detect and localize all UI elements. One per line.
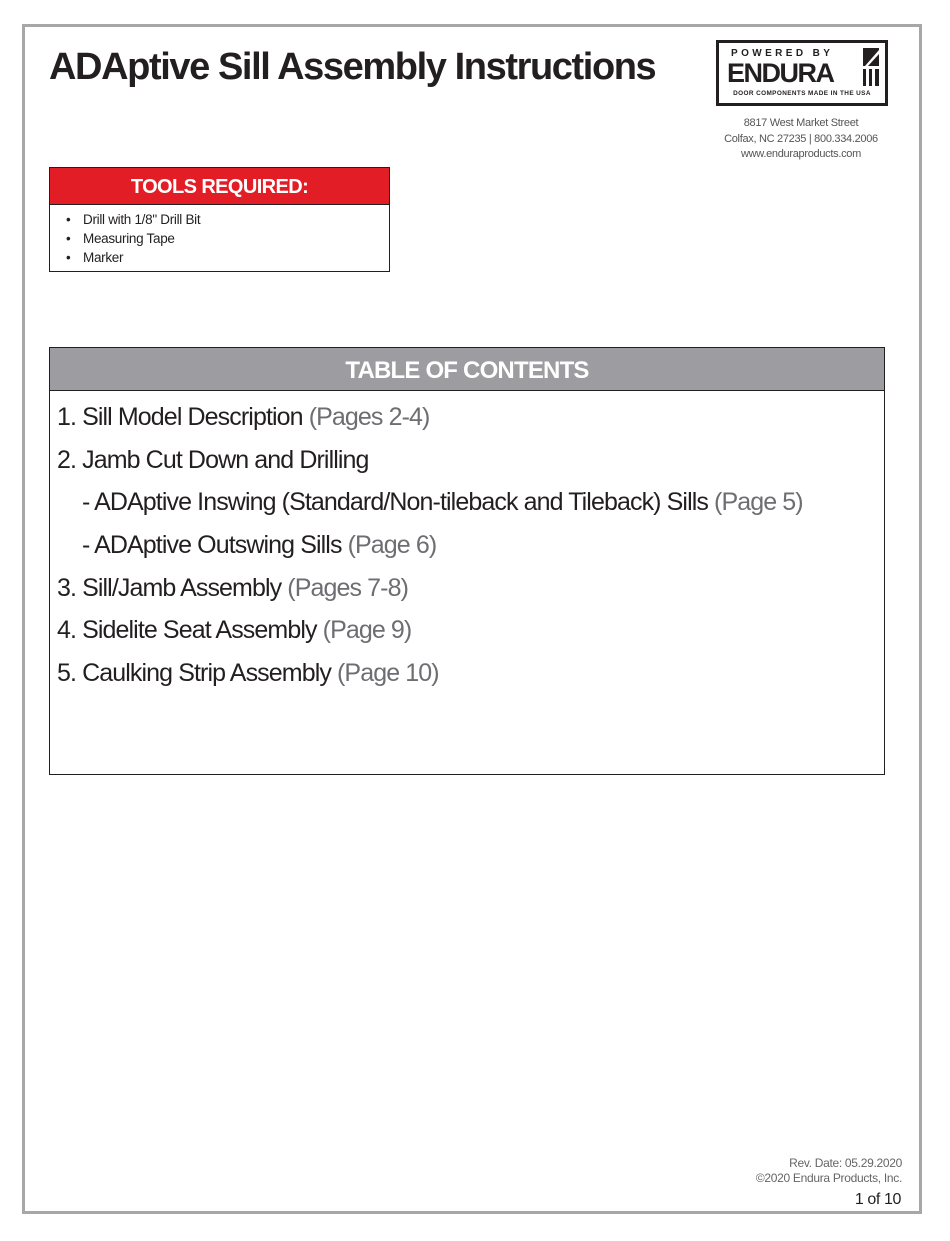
logo-tagline: DOOR COMPONENTS MADE IN THE USA	[733, 90, 871, 97]
toc-subentry	[57, 481, 884, 524]
toc-header: TABLE OF CONTENTS	[50, 348, 884, 391]
toc-entry	[57, 439, 884, 482]
tools-required-box	[49, 167, 390, 272]
tools-list	[50, 205, 389, 267]
company-address	[700, 116, 902, 163]
logo-brand-name: ENDURA	[727, 58, 834, 88]
logo-powered-by: POWERED BY	[731, 48, 834, 59]
toc-list	[50, 391, 884, 695]
toc-entry-label: 5. Caulking Strip Assembly	[57, 659, 331, 688]
toc-entry-label: 1. Sill Model Description	[57, 403, 303, 431]
toc-entry-label: 2. Jamb Cut Down and Drilling	[57, 445, 369, 474]
toc-entry-pages: (Pages 7-8)	[287, 573, 409, 602]
toc-entry-pages: (Page 10)	[337, 659, 439, 688]
toc-entry-label: - ADAptive Outswing Sills	[82, 531, 342, 560]
toc-entry-label: - ADAptive Inswing (Standard/Non-tileback and Tileback) Sills	[82, 488, 708, 517]
toc-entry-label: 3. Sill/Jamb Assembly	[57, 573, 282, 602]
tool-item: • Drill with 1/8" Drill Bit	[66, 210, 389, 229]
toc-entry-pages: (Page 6)	[347, 531, 437, 560]
footer-info	[756, 1156, 902, 1186]
toc-entry-pages: (Page 5)	[714, 488, 803, 517]
document-title: ADAptive Sill Assembly Instructions	[49, 46, 656, 88]
address-city-phone: Colfax, NC 27235 | 800.334.2006	[724, 132, 878, 145]
tools-required-header: TOOLS REQUIRED:	[50, 168, 389, 205]
toc-entry-pages: (Pages 2-4)	[308, 403, 430, 431]
toc-entry	[57, 567, 884, 610]
revision-date: Rev. Date: 05.29.2020	[789, 1156, 902, 1170]
toc-subentry	[57, 524, 884, 567]
toc-entry	[57, 652, 884, 695]
page-number: 1 of 10	[854, 1191, 901, 1208]
table-of-contents	[49, 347, 885, 775]
toc-entry	[57, 609, 884, 652]
toc-entry-label: 4. Sidelite Seat Assembly	[57, 616, 317, 645]
endura-mark-icon	[862, 47, 880, 87]
toc-entry	[57, 396, 884, 439]
copyright: ©2020 Endura Products, Inc.	[755, 1171, 902, 1185]
endura-logo	[716, 40, 888, 106]
toc-entry-pages: (Page 9)	[322, 616, 412, 645]
address-website: www.enduraproducts.com	[741, 148, 861, 160]
address-street: 8817 West Market Street	[743, 117, 859, 129]
tool-item: • Measuring Tape	[66, 229, 389, 248]
tool-item: • Marker	[66, 248, 389, 267]
